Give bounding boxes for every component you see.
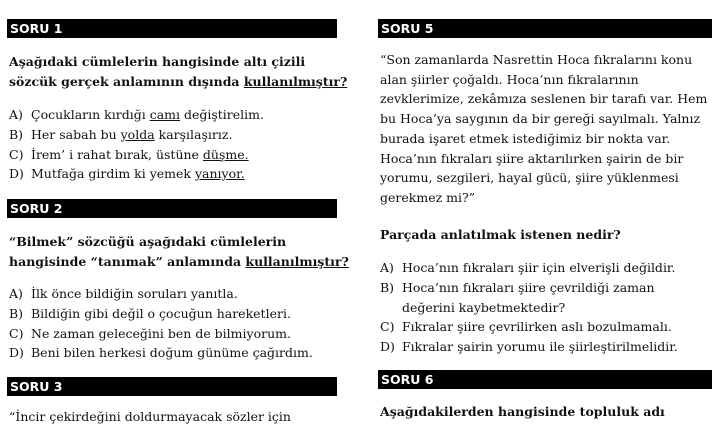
question-1-stem-line1: Aşağıdaki cümlelerin hangisinde altı çizili [9, 54, 306, 69]
q2-option-b[interactable] [9, 304, 313, 324]
question-6-header: SORU 6 [378, 370, 712, 389]
option-key: C) [9, 146, 24, 162]
option-text: Fıkralar şairin yorumu ile şiirleştirilmelidir. [402, 339, 678, 355]
option-key: D) [380, 339, 395, 355]
option-key: D) [9, 166, 24, 182]
q2-option-a[interactable] [9, 284, 313, 304]
option-text: Bildiğin gibi değil o çocuğun hareketleri. [31, 305, 291, 321]
q1-option-a[interactable] [9, 105, 264, 125]
option-text-end: değiştirelim. [180, 107, 265, 122]
option-text: Beni bilen herkesi doğum günüme çağırdım. [31, 345, 313, 361]
question-5-stem: Parçada anlatılmak istenen nedir? [380, 227, 621, 242]
option-underlined-word: düşme. [202, 146, 249, 162]
option-key: B) [9, 126, 24, 142]
q1-option-b[interactable] [9, 125, 264, 145]
question-2-stem-text: hangisinde “tanımak” anlamında [9, 254, 246, 269]
option-key: A) [380, 260, 394, 275]
option-text: Mutfağa girdim ki yemek [31, 166, 195, 182]
q1-option-d[interactable] [9, 164, 264, 184]
question-1-stem-line2 [9, 72, 347, 92]
option-text: Hoca’nın fıkraları şiire çevrildiği zaman değerini kaybetmektedir? [402, 279, 655, 315]
question-1-stem-underlined: kullanılmıştır? [243, 74, 348, 89]
option-text-end: karşılaşırız. [154, 126, 233, 142]
q2-option-d[interactable] [9, 343, 313, 363]
option-key: C) [9, 325, 24, 341]
question-5-options [380, 258, 692, 357]
option-key: A) [9, 107, 23, 122]
question-2-stem-line1: “Bilmek” sözcüğü aşağıdaki cümlelerin [9, 234, 287, 249]
question-5-passage: “Son zamanlarda Nasrettin Hoca fıkralarını konu alan şiirler çoğaldı. Hoca’nın fıkralarının zevklerimize, zekâmıza seslenen bir tarafı var. Hem bu Hoca’ya saygının da bir gereği sayılmalı. Yalnız burada işaret etmek istediğimiz bir nokta var. Hoca’nın fıkraları şiire aktarılırken şairin de bir yorumu, sezgileri, hayal gücü, şiire yüklenmesi gerekmez mi?” [380, 52, 708, 205]
option-key: A) [9, 286, 23, 301]
option-text: Hoca’nın fıkraları şiir için elverişli değildir. [402, 260, 676, 275]
q5-option-b[interactable] [380, 278, 692, 318]
option-key: B) [380, 279, 395, 295]
question-2-stem-line2 [9, 252, 349, 272]
question-1-stem-text: sözcük gerçek anlamının dışında [9, 74, 244, 89]
q5-option-d[interactable] [380, 337, 692, 357]
option-text: İrem’ i rahat bırak, üstüne [31, 146, 203, 162]
option-text: Ne zaman geleceğini ben de bilmiyorum. [31, 325, 291, 341]
option-key: C) [380, 319, 395, 335]
option-underlined-word: yolda [120, 126, 155, 142]
question-3-stem-line1: “İncir çekirdeğini doldurmayacak sözler için [9, 409, 291, 424]
option-key: B) [9, 305, 24, 321]
option-text: İlk önce bildiğin soruları yanıtla. [31, 286, 238, 301]
question-2-header: SORU 2 [7, 199, 337, 218]
question-1-options [9, 105, 264, 184]
q2-option-c[interactable] [9, 324, 313, 344]
option-text: Her sabah bu [31, 126, 121, 142]
question-5-header: SORU 5 [378, 19, 712, 38]
option-underlined-word: yanıyor. [194, 166, 245, 182]
q1-option-c[interactable] [9, 145, 264, 165]
question-3-header: SORU 3 [7, 377, 337, 396]
q5-option-a[interactable] [380, 258, 692, 278]
question-1-header: SORU 1 [7, 19, 337, 38]
option-key: D) [9, 345, 24, 361]
question-6-stem-line1: Aşağıdakilerden hangisinde topluluk adı [380, 404, 665, 419]
option-underlined-word: camı [149, 107, 180, 122]
question-2-stem-underlined: kullanılmıştır? [245, 254, 349, 269]
q5-option-c[interactable] [380, 317, 692, 337]
question-2-options [9, 284, 313, 363]
question-2-stem [9, 232, 349, 272]
option-text: Fıkralar şiire çevrilirken aslı bozulmamalı. [402, 319, 672, 335]
option-text: Çocukların kırdığı [31, 107, 150, 122]
question-1-stem [9, 52, 347, 92]
